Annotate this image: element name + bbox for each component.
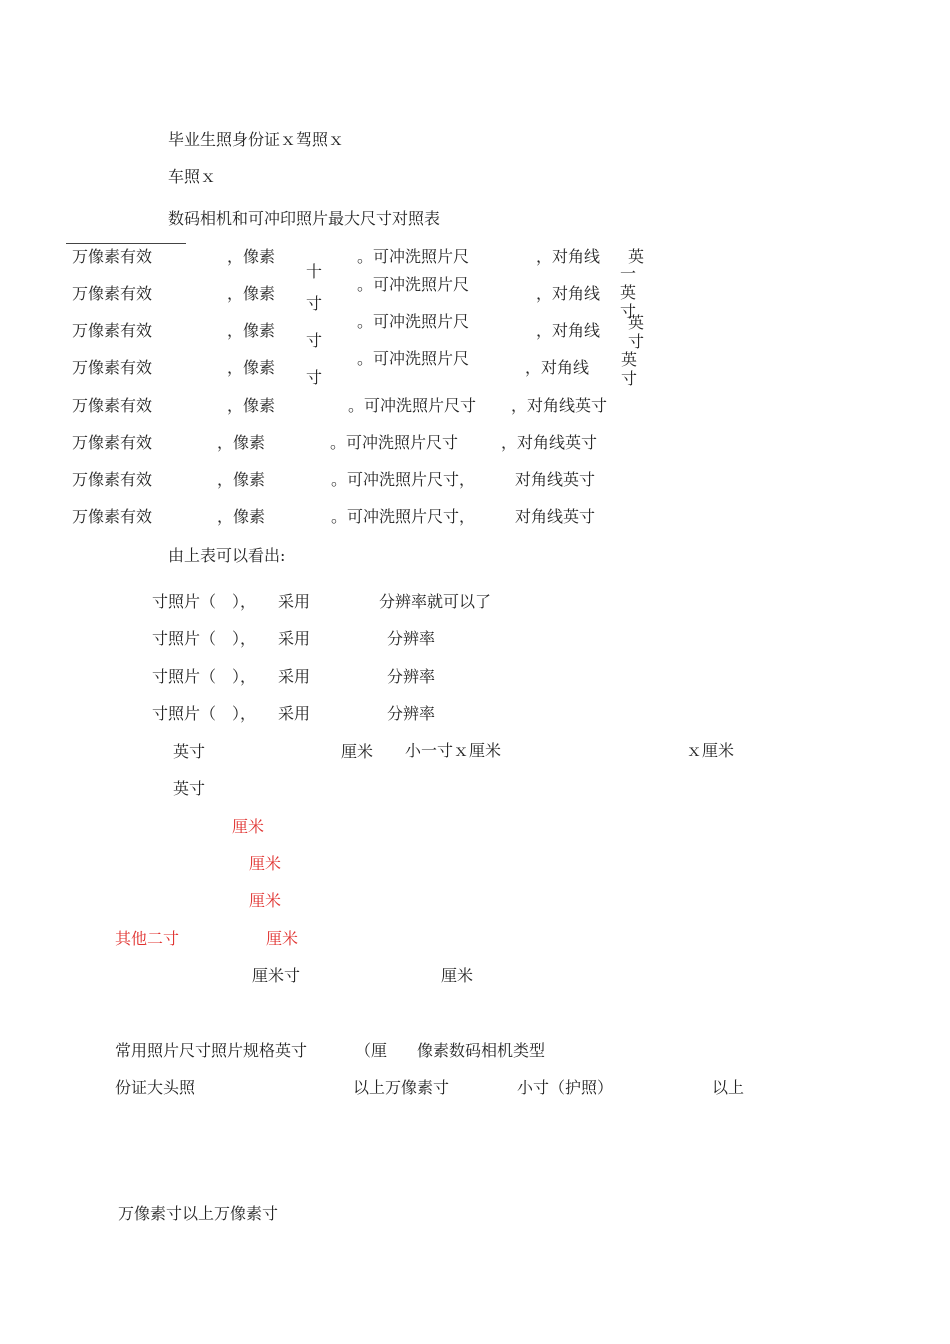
table-cell: ，像素	[217, 433, 266, 452]
size-cm-inch: 厘米寸	[252, 966, 301, 985]
table-vertical-text: 英寸	[628, 313, 645, 351]
table-fragment: 十	[306, 262, 323, 281]
id-photo: 份证大头照	[115, 1078, 196, 1097]
list-use: 采用	[278, 629, 311, 648]
table-cell: 。可冲洗照片尺	[357, 275, 470, 294]
line-id-photos: 毕业生照身份证ｘ驾照ｘ	[168, 130, 345, 149]
table-cell: ，像素	[217, 470, 266, 489]
table-cell: ，像素	[227, 358, 276, 377]
table-top-rule	[66, 243, 186, 244]
list-res: 分辨率就可以了	[379, 592, 492, 611]
last-line: 万像素寸以上万像素寸	[118, 1204, 279, 1223]
list-use: 采用	[278, 592, 311, 611]
table-fragment: 寸	[306, 368, 323, 387]
table-vertical-text: 一英寸	[620, 264, 637, 321]
table-vertical-text: 英	[628, 247, 645, 266]
above-text: 以上	[712, 1078, 745, 1097]
table-cell: ，对角线英寸	[511, 396, 608, 415]
small-inch-passport: 小寸（护照）	[517, 1078, 614, 1097]
list-item: 寸照片（ ），	[152, 629, 257, 648]
table-cell: 。可冲洗照片尺寸，	[331, 507, 476, 526]
list-use: 采用	[278, 667, 311, 686]
table-cell: 万像素有效	[72, 470, 153, 489]
table-cell: 万像素有效	[72, 358, 153, 377]
summary-text: 由上表可以看出:	[168, 546, 286, 565]
table-fragment: 寸	[306, 331, 323, 350]
size-cm: 厘米	[341, 742, 374, 761]
table-cell: 对角线英寸	[515, 507, 596, 526]
common-sizes-heading: 常用照片尺寸照片规格英寸	[115, 1041, 308, 1060]
table-vertical-text: 英寸	[621, 350, 638, 388]
table-cell: 万像素有效	[72, 247, 153, 266]
table-cell: 。可冲洗照片尺	[357, 349, 470, 368]
table-cell: ，对角线英寸	[501, 433, 598, 452]
list-item: 寸照片（ ），	[152, 592, 257, 611]
table-cell: 。可冲洗照片尺	[357, 247, 470, 266]
table-cell: 对角线英寸	[515, 470, 596, 489]
table-cell: ，对角线	[536, 284, 601, 303]
table-cell: 万像素有效	[72, 433, 153, 452]
size-cm-red: 厘米	[266, 929, 299, 948]
table-cell: 。可冲洗照片尺寸	[348, 396, 477, 415]
size-x-cm: ｘ厘米	[686, 741, 735, 760]
list-res: 分辨率	[387, 704, 436, 723]
list-res: 分辨率	[387, 667, 436, 686]
list-use: 采用	[278, 704, 311, 723]
size-cm: 厘米	[441, 966, 474, 985]
common-camera-type: 像素数码相机类型	[417, 1041, 546, 1060]
table-heading: 数码相机和可冲印照片最大尺寸对照表	[168, 209, 441, 228]
table-cell: 。可冲洗照片尺寸，	[331, 470, 476, 489]
table-cell: ，像素	[227, 396, 276, 415]
table-cell: ，像素	[217, 507, 266, 526]
size-inch: 英寸	[173, 779, 206, 798]
table-cell: 万像素有效	[72, 507, 153, 526]
table-cell: 万像素有效	[72, 321, 153, 340]
table-cell: ，像素	[227, 321, 276, 340]
list-res: 分辨率	[387, 629, 436, 648]
table-cell: 。可冲洗照片尺寸	[330, 433, 459, 452]
other-two-inch: 其他二寸	[115, 929, 180, 948]
table-cell: 。可冲洗照片尺	[357, 312, 470, 331]
size-cm-red: 厘米	[249, 891, 282, 910]
table-cell: ，对角线	[536, 247, 601, 266]
list-item: 寸照片（ ），	[152, 704, 257, 723]
table-cell: 万像素有效	[72, 284, 153, 303]
size-cm-red: 厘米	[249, 854, 282, 873]
table-cell: ，对角线	[525, 358, 590, 377]
line-car-photo: 车照ｘ	[168, 167, 217, 186]
table-cell: ，像素	[227, 284, 276, 303]
table-fragment: 寸	[306, 294, 323, 313]
size-small-one: 小一寸ｘ厘米	[405, 741, 502, 760]
size-cm-red: 厘米	[232, 817, 265, 836]
list-item: 寸照片（ ），	[152, 667, 257, 686]
size-inch: 英寸	[173, 742, 206, 761]
table-cell: ，对角线	[536, 321, 601, 340]
table-cell: ，像素	[227, 247, 276, 266]
common-paren: （厘	[355, 1041, 388, 1060]
table-cell: 万像素有效	[72, 396, 153, 415]
above-mp: 以上万像素寸	[353, 1078, 450, 1097]
